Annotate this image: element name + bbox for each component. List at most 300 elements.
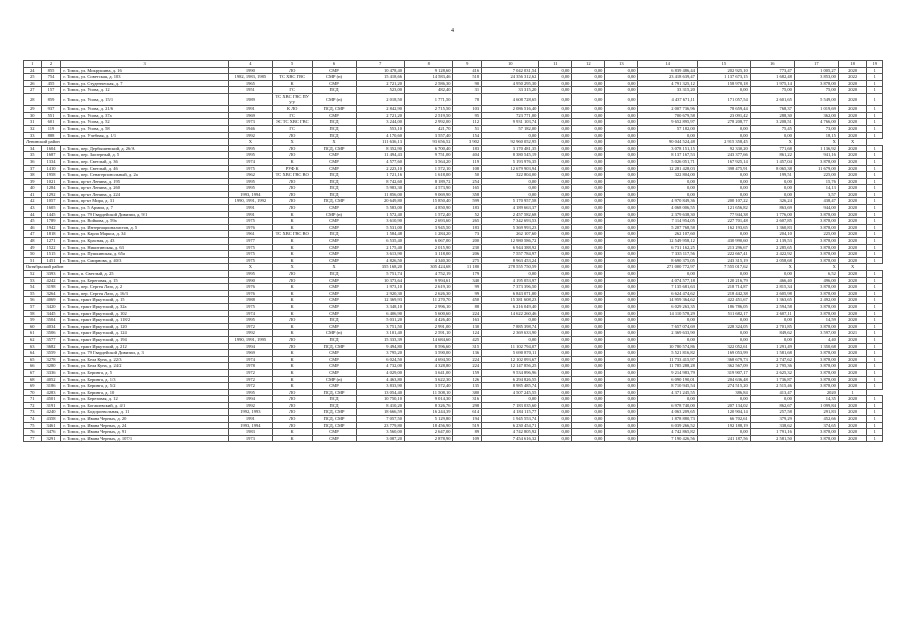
cost-col-13: 0,00 (605, 165, 638, 172)
table-row (24, 132, 883, 139)
cost-col-13: 0,00 (605, 172, 638, 179)
row-number: 70 (24, 389, 42, 396)
limit-cost: 496,00 (794, 277, 838, 284)
work-types: К (272, 356, 312, 363)
residents: 265 (453, 218, 482, 225)
table-row (24, 290, 883, 297)
work-kind: СМР (н) (312, 211, 356, 218)
table-row (24, 165, 883, 172)
cost-col-13: 0,00 (605, 402, 638, 409)
cost-col-15: 0,00 (697, 429, 750, 436)
work-kind: ПСД (312, 132, 356, 139)
cost-col-13: 0,00 (605, 303, 638, 310)
table-row (24, 422, 883, 429)
work-kind: СМР (312, 369, 356, 376)
build-year: 1972 (228, 376, 272, 383)
work-types: ЛО (272, 343, 312, 350)
plan-year: 2020 (838, 422, 867, 429)
row-number: 45 (24, 218, 42, 225)
cost-col-15: 207 134,02 (697, 402, 750, 409)
limit-cost: 4 766,00 (794, 119, 838, 126)
limit-cost: 14,59 (794, 317, 838, 324)
stage: 1 (867, 211, 883, 218)
cost-col-13: 0,00 (605, 231, 638, 238)
row-number: 44 (24, 211, 42, 218)
work-types: ТС ХВС ГВС ВО (272, 231, 312, 238)
plan-year: 2020 (838, 396, 867, 403)
cost-col-12: 0,00 (572, 191, 605, 198)
total-cost: 12 980 586,72 (482, 238, 539, 245)
cost-col-14: 4 970 849,36 (638, 198, 697, 205)
work-types: ЛО (272, 145, 312, 152)
summary-cell: Х (272, 139, 312, 146)
build-year: 1995 (228, 178, 272, 185)
cost-col-14: 11 785 288,28 (638, 363, 697, 370)
work-types: ЛО (272, 178, 312, 185)
house-id: 4358 (41, 416, 61, 423)
cost-col-15: 243 315,19 (697, 257, 750, 264)
stage: 1 (867, 172, 883, 179)
limit-cost: 3 878,00 (794, 429, 838, 436)
living-area: 6 067,00 (405, 238, 453, 245)
row-number: 42 (24, 198, 42, 205)
column-number-row (24, 61, 883, 68)
column-number: 14 (638, 61, 697, 68)
stage: 1 (867, 369, 883, 376)
unit-cost: 0,00 (750, 191, 794, 198)
cost-col-14: 7 114 954,05 (638, 218, 697, 225)
living-area: 3 557,40 (405, 132, 453, 139)
build-year: 1974 (228, 310, 272, 317)
address: г. Томск, ул. 5 Армии, д. 7 (61, 205, 228, 212)
residents: 90 (453, 80, 482, 87)
cost-col-13: 0,00 (605, 198, 638, 205)
cost-col-14: 7 135 681,63 (638, 284, 697, 291)
residents: 200 (453, 238, 482, 245)
house-id: 4240 (41, 409, 61, 416)
build-year: 1975 (228, 244, 272, 251)
work-types: К (272, 244, 312, 251)
work-kind: ПСД (312, 402, 356, 409)
unit-cost: 773,47 (750, 67, 794, 74)
living-area: 3 641,00 (405, 369, 453, 376)
cost-col-15: 78 659,44 (697, 106, 750, 113)
total-area: 2 842,90 (356, 106, 404, 113)
total-cost: 11 102 794,07 (482, 343, 539, 350)
cost-col-12: 0,00 (572, 106, 605, 113)
address: г. Томск, ул. Советская, д. 103 (61, 74, 228, 81)
work-types: ЛО (272, 416, 312, 423)
residents: 88 (453, 303, 482, 310)
residents: 73 (453, 231, 482, 238)
cost-col-11: 0,00 (539, 435, 572, 442)
cost-col-14: 57 182,00 (638, 125, 697, 132)
cost-col-15: 0,00 (697, 396, 750, 403)
address: г. Томск, пр-кт Ленина, д. 260 (61, 185, 228, 192)
cost-col-11: 0,00 (539, 67, 572, 74)
total-cost: 7 885 398,74 (482, 323, 539, 330)
unit-cost: 199,51 (750, 172, 794, 179)
total-cost: 262 107,60 (482, 231, 539, 238)
column-number: 8 (405, 61, 453, 68)
stage: 1 (867, 224, 883, 231)
cost-col-14: 0,00 (638, 396, 697, 403)
table-row (24, 277, 883, 284)
cost-col-12: 0,00 (572, 67, 605, 74)
living-area: 3 622,30 (405, 376, 453, 383)
cost-col-14: 14 110 578,29 (638, 310, 697, 317)
work-kind: СМР (312, 356, 356, 363)
plan-year: 2020 (838, 158, 867, 165)
cost-col-14: 33 315,20 (638, 87, 697, 94)
total-area: 1 721,16 (356, 172, 404, 179)
living-area: 6 700,40 (405, 145, 453, 152)
work-kind: СМР (312, 284, 356, 291)
unit-cost: 2 795,36 (750, 363, 794, 370)
cost-col-13: 0,00 (605, 112, 638, 119)
cost-col-14: 0,00 (638, 185, 697, 192)
cost-col-11: 0,00 (539, 317, 572, 324)
cost-col-11: 0,00 (539, 416, 572, 423)
row-number: 29 (24, 106, 42, 113)
total-area: 1 572,40 (356, 211, 404, 218)
table-row (24, 119, 883, 126)
work-types: К (272, 257, 312, 264)
limit-cost: 2020 (794, 389, 838, 396)
total-area: 3 101,40 (356, 330, 404, 337)
total-cost: 6 216 049,40 (482, 303, 539, 310)
cost-col-13: 0,00 (605, 336, 638, 343)
house-id: 1818 (41, 231, 61, 238)
living-area: 18 456,90 (405, 422, 453, 429)
limit-cost: 3,57 (794, 191, 838, 198)
residents: 95 (453, 112, 482, 119)
cost-col-14: 0,00 (638, 271, 697, 278)
living-area: 16 244,39 (405, 409, 453, 416)
plan-year: 2020 (838, 132, 867, 139)
address: г. Томск, ул. Ивана Черных, д. 91 (61, 429, 228, 436)
cost-col-12: 0,00 (572, 389, 605, 396)
summary-cell: Х (838, 139, 867, 146)
summary-cell: Х (750, 139, 794, 146)
total-area: 10 373,64 (356, 277, 404, 284)
table-row (24, 152, 883, 159)
cost-col-14: 4 068 006,55 (638, 205, 697, 212)
unit-cost: 2 625,32 (750, 369, 794, 376)
plan-year: 2020 (838, 67, 867, 74)
build-year: 1995 (228, 271, 272, 278)
living-area: 9 069,90 (405, 191, 453, 198)
work-types: К (272, 297, 312, 304)
cost-col-12: 0,00 (572, 422, 605, 429)
work-kind: ПСД (312, 125, 356, 132)
cost-col-15: 162 193,65 (697, 224, 750, 231)
house-id: 455 (41, 80, 61, 87)
unit-cost: 2 139,53 (750, 238, 794, 245)
limit-cost: 374,65 (794, 422, 838, 429)
table-row (24, 251, 883, 258)
cost-col-15: 0,00 (697, 185, 750, 192)
cost-col-13: 0,00 (605, 218, 638, 225)
residents: 518 (453, 74, 482, 81)
total-area: 1 584,48 (356, 231, 404, 238)
living-area: 3 572,40 (405, 383, 453, 390)
row-number: 67 (24, 369, 42, 376)
work-kind: СМР (н) (312, 93, 356, 105)
work-kind: СМР (312, 303, 356, 310)
cost-col-11: 0,00 (539, 284, 572, 291)
stage: 1 (867, 125, 883, 132)
row-number: 73 (24, 409, 42, 416)
cost-col-12: 0,00 (572, 119, 605, 126)
row-number: 62 (24, 336, 42, 343)
total-cost: 6 230 454,71 (482, 422, 539, 429)
table-row (24, 363, 883, 370)
total-area: 11 494,43 (356, 152, 404, 159)
table-row (24, 284, 883, 291)
cost-col-15: 92 330,20 (697, 145, 750, 152)
cost-col-12: 0,00 (572, 369, 605, 376)
living-area: 9 014,30 (405, 396, 453, 403)
plan-year: 2020 (838, 277, 867, 284)
work-types: ЛО (272, 389, 312, 396)
work-kind: СМР (312, 80, 356, 87)
cost-col-12: 0,00 (572, 323, 605, 330)
total-cost: 4 507 245,55 (482, 389, 539, 396)
total-area: 4 463,80 (356, 376, 404, 383)
living-area: 2 015,90 (405, 244, 453, 251)
table-row (24, 218, 883, 225)
summary-cell: 278 555 750,59 (482, 264, 539, 271)
house-id: 1445 (41, 211, 61, 218)
plan-year: 2020 (838, 152, 867, 159)
work-kind: ПСД (312, 178, 356, 185)
limit-cost: 3 878,00 (794, 218, 838, 225)
stage: 1 (867, 244, 883, 251)
table-row (24, 257, 883, 264)
summary-cell: Х (794, 139, 838, 146)
residents: 78 (453, 93, 482, 105)
cost-col-15: 0,00 (697, 87, 750, 94)
residents: 183 (453, 145, 482, 152)
address: г. Томск, тракт Иркутский, д. 15 (61, 297, 228, 304)
address: г. Томск, ул. Учебная, д. 1/1 (61, 132, 228, 139)
house-id: 601 (41, 119, 61, 126)
total-cost: 7 454 616,32 (482, 435, 539, 442)
address: г. Томск, ул. Березовая, д. 12 (61, 396, 228, 403)
row-number: 37 (24, 165, 42, 172)
work-types: К (272, 158, 312, 165)
cost-col-13: 0,00 (605, 238, 638, 245)
total-cost: 4 189 663,37 (482, 205, 539, 212)
house-id: 1958 (41, 172, 61, 179)
cost-col-13: 0,00 (605, 152, 638, 159)
summary-cell: 93 656,52 (405, 139, 453, 146)
residents: 275 (453, 257, 482, 264)
address: г. Томск, ул. Беринга, д. 5/2 (61, 383, 228, 390)
limit-cost: 15,76 (794, 178, 838, 185)
work-types: К (272, 218, 312, 225)
stage: 1 (867, 416, 883, 423)
plan-year: 2020 (838, 284, 867, 291)
cost-col-14: 12 281 428,03 (638, 165, 697, 172)
living-area: 11 270,70 (405, 297, 453, 304)
limit-cost: 18,15 (794, 132, 838, 139)
work-kind: СМР (312, 165, 356, 172)
total-cost: 0,00 (482, 336, 539, 343)
work-kind: ПСД (312, 119, 356, 126)
summary-cell: Х (228, 139, 272, 146)
cost-col-13: 0,00 (605, 297, 638, 304)
limit-cost: 3 878,00 (794, 323, 838, 330)
work-kind: СМР (312, 350, 356, 357)
stage: 1 (867, 185, 883, 192)
cost-col-15: 222 667,41 (697, 251, 750, 258)
stage: 1 (867, 303, 883, 310)
residents: 112 (453, 119, 482, 126)
living-area: 2 586,30 (405, 80, 453, 87)
house-id: 3186 (41, 383, 61, 390)
plan-year: 2020 (838, 119, 867, 126)
cost-col-13: 0,00 (605, 310, 638, 317)
table-row (24, 231, 883, 238)
residents: 179 (453, 271, 482, 278)
address: г. Томск, ул. Ивана Черных, д. 107/1 (61, 435, 228, 442)
work-types: К (272, 429, 312, 436)
column-number: 9 (453, 61, 482, 68)
table-row (24, 238, 883, 245)
plan-year: 2020 (838, 87, 867, 94)
residents: 519 (453, 422, 482, 429)
plan-year: 2020 (838, 251, 867, 258)
limit-cost: 3 878,00 (794, 244, 838, 251)
living-area: 15 850,40 (405, 198, 453, 205)
unit-cost: 2 422,92 (750, 251, 794, 258)
total-area: 8 352,90 (356, 145, 404, 152)
cost-col-15: 213 296,67 (697, 244, 750, 251)
house-id: 1284 (41, 185, 61, 192)
work-types: ЛО (272, 198, 312, 205)
row-number: 64 (24, 350, 42, 357)
unit-cost: 1 776,00 (750, 211, 794, 218)
residents: 340 (453, 277, 482, 284)
work-types: К (272, 290, 312, 297)
address: г. Томск, ул. Смирнова, д. 40/3 (61, 257, 228, 264)
build-year: 1992 (228, 132, 272, 139)
address: г. Томск, ул. Никитинская, д. 63 (61, 244, 228, 251)
total-cost: 0,00 (482, 271, 539, 278)
cost-col-11: 0,00 (539, 383, 572, 390)
address: г. Томск, тракт Иркутский, д. 212 (61, 343, 228, 350)
cost-col-11: 0,00 (539, 257, 572, 264)
residents: 450 (453, 297, 482, 304)
cost-col-14: 7 190 426,56 (638, 435, 697, 442)
row-number: 47 (24, 231, 42, 238)
stage: 1 (867, 178, 883, 185)
plan-year: 2020 (838, 257, 867, 264)
plan-year: 2020 (838, 112, 867, 119)
table-row (24, 112, 883, 119)
work-types: К (272, 310, 312, 317)
residents: 614 (453, 409, 482, 416)
cost-col-14: 6 029 263,35 (638, 303, 697, 310)
plan-year: 2020 (838, 297, 867, 304)
summary-cell: 0,00 (605, 264, 638, 271)
address: г. Томск, ул. Бела Куна, д. 22/3 (61, 356, 228, 363)
cost-col-12: 0,00 (572, 152, 605, 159)
plan-year: 2020 (838, 125, 867, 132)
total-area: 2 920,30 (356, 290, 404, 297)
limit-cost: 3 878,00 (794, 251, 838, 258)
house-id: 754 (41, 74, 61, 81)
row-number: 52 (24, 271, 42, 278)
house-id: 3393 (41, 271, 61, 278)
house-id: 888 (41, 132, 61, 139)
total-cost: 6 294 826,55 (482, 376, 539, 383)
cost-col-15: 398 475,91 (697, 165, 750, 172)
row-number: 55 (24, 290, 42, 297)
plan-year: 2020 (838, 244, 867, 251)
work-kind: ПСД, СМР (312, 343, 356, 350)
living-area: 482,40 (405, 87, 453, 94)
limit-cost: 1 099,84 (794, 402, 838, 409)
total-cost: 0,00 (482, 396, 539, 403)
cost-col-12: 0,00 (572, 271, 605, 278)
cost-col-14: 7 335 117,56 (638, 251, 697, 258)
house-id: 859 (41, 93, 61, 105)
limit-cost: 438,47 (794, 198, 838, 205)
cost-col-15: 368 679,73 (697, 356, 750, 363)
cost-col-14: 7 657 074,69 (638, 323, 697, 330)
unit-cost: 2 594,58 (750, 303, 794, 310)
row-number: 71 (24, 396, 42, 403)
table-row (24, 178, 883, 185)
cost-col-11: 0,00 (539, 277, 572, 284)
house-id: 551 (41, 112, 61, 119)
house-id: 3191 (41, 402, 61, 409)
summary-cell: 7 555 017,62 (697, 264, 750, 271)
row-number: 57 (24, 303, 42, 310)
cost-col-15: 204 636,48 (697, 376, 750, 383)
total-cost: 2 369 633,90 (482, 330, 539, 337)
cost-col-11: 0,00 (539, 165, 572, 172)
work-types: К (272, 435, 312, 442)
total-area: 2 721,20 (356, 80, 404, 87)
unit-cost: 1 291,49 (750, 343, 794, 350)
living-area: 1 284,20 (405, 231, 453, 238)
work-kind: СМР (312, 67, 356, 74)
cost-col-12: 0,00 (572, 363, 605, 370)
cost-col-13: 0,00 (605, 257, 638, 264)
build-year: 1972 (228, 383, 272, 390)
cost-col-12: 0,00 (572, 244, 605, 251)
living-area: 4 328,80 (405, 363, 453, 370)
build-year: 1972 (228, 369, 272, 376)
limit-cost: 362,00 (794, 112, 838, 119)
summary-cell: 0,00 (539, 139, 572, 146)
house-id: 1451 (41, 257, 61, 264)
unit-cost: 326,24 (750, 198, 794, 205)
work-types: ЛО (272, 402, 312, 409)
cost-col-11: 0,00 (539, 297, 572, 304)
work-kind: ПСД, СМР (312, 409, 356, 416)
build-year: 1993, 1994 (228, 422, 272, 429)
row-number: 26 (24, 80, 42, 87)
build-year: 1951 (228, 87, 272, 94)
cost-col-15: 192 188,19 (697, 422, 750, 429)
plan-year: 2020 (838, 310, 867, 317)
work-types: ЭС ТС ХВС ГВС (272, 119, 312, 126)
